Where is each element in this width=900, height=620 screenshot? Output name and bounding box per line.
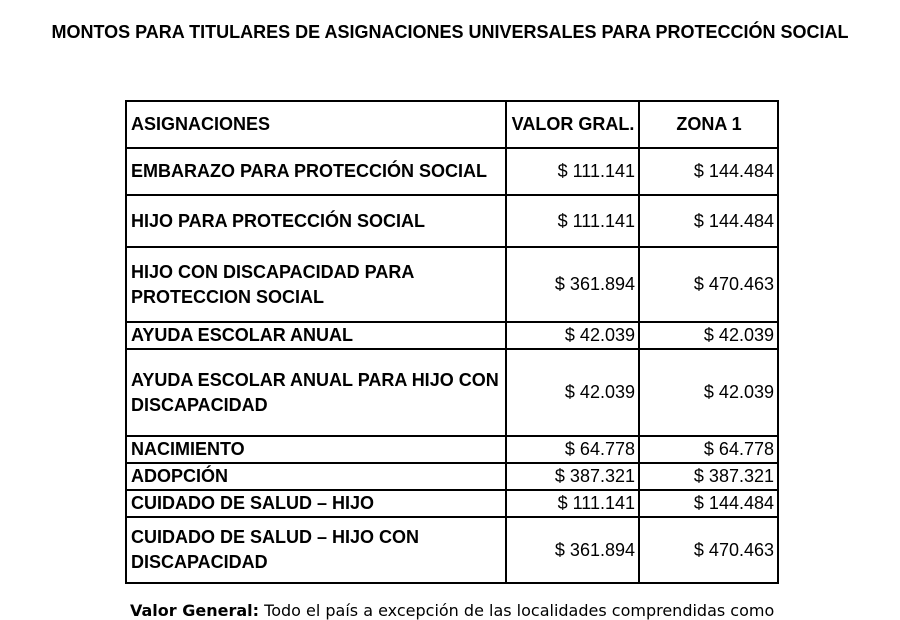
- row-name: CUIDADO DE SALUD – HIJO: [126, 490, 506, 517]
- document-title: MONTOS PARA TITULARES DE ASIGNACIONES UNIVERSALES PARA PROTECCIÓN SOCIAL: [51, 22, 849, 42]
- row-zone-value: $ 42.039: [639, 322, 778, 349]
- row-name: ADOPCIÓN: [126, 463, 506, 490]
- row-general-value: $ 42.039: [506, 322, 639, 349]
- row-general-value: $ 64.778: [506, 436, 639, 463]
- row-name: EMBARAZO PARA PROTECCIÓN SOCIAL: [126, 148, 506, 195]
- row-general-value: $ 111.141: [506, 195, 639, 247]
- row-name: HIJO CON DISCAPACIDAD PARA PROTECCION SOCIAL: [126, 247, 506, 322]
- footnote-label: Valor General:: [130, 601, 260, 620]
- table-row: [126, 148, 778, 195]
- row-zone-value: $ 144.484: [639, 490, 778, 517]
- table-row: [126, 247, 778, 322]
- header-zona-1: ZONA 1: [639, 101, 778, 148]
- row-general-value: $ 361.894: [506, 517, 639, 583]
- table-row: [126, 436, 778, 463]
- table-row: [126, 463, 778, 490]
- table-row: [126, 322, 778, 349]
- row-general-value: $ 387.321: [506, 463, 639, 490]
- row-name: HIJO PARA PROTECCIÓN SOCIAL: [126, 195, 506, 247]
- row-name: AYUDA ESCOLAR ANUAL: [126, 322, 506, 349]
- amounts-table: [125, 100, 779, 584]
- row-name: CUIDADO DE SALUD – HIJO CON DISCAPACIDAD: [126, 517, 506, 583]
- row-general-value: $ 111.141: [506, 490, 639, 517]
- footnote-text: Todo el país a excepción de las localidades comprendidas como: [259, 601, 775, 620]
- row-zone-value: $ 470.463: [639, 247, 778, 322]
- row-zone-value: $ 64.778: [639, 436, 778, 463]
- table-row: [126, 490, 778, 517]
- table-row: [126, 195, 778, 247]
- row-name: NACIMIENTO: [126, 436, 506, 463]
- row-zone-value: $ 144.484: [639, 195, 778, 247]
- table-row: [126, 349, 778, 436]
- table-row: [126, 517, 778, 583]
- row-general-value: $ 42.039: [506, 349, 639, 436]
- row-general-value: $ 111.141: [506, 148, 639, 195]
- row-zone-value: $ 470.463: [639, 517, 778, 583]
- header-valor-general: VALOR GRAL.: [506, 101, 639, 148]
- table-header-row: [126, 101, 778, 148]
- header-asignaciones: ASIGNACIONES: [126, 101, 506, 148]
- row-general-value: $ 361.894: [506, 247, 639, 322]
- row-zone-value: $ 42.039: [639, 349, 778, 436]
- footnote: [130, 601, 774, 620]
- row-zone-value: $ 387.321: [639, 463, 778, 490]
- row-zone-value: $ 144.484: [639, 148, 778, 195]
- row-name: AYUDA ESCOLAR ANUAL PARA HIJO CON DISCAPACIDAD: [126, 349, 506, 436]
